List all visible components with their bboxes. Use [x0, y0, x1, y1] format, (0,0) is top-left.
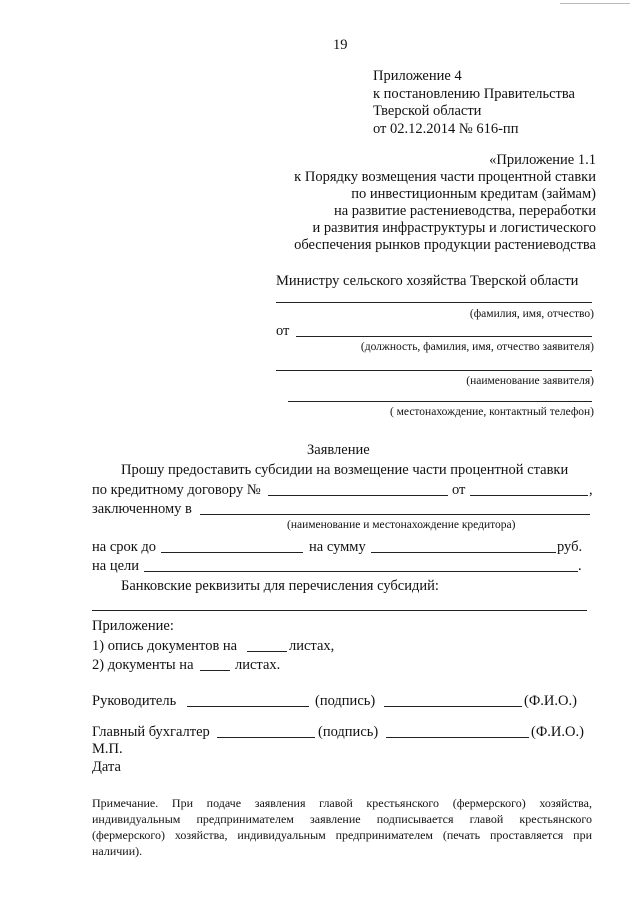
- accountant-fio-line: [386, 737, 529, 738]
- attachment-2-count-line: [200, 670, 230, 671]
- scan-edge-mark: [560, 0, 630, 4]
- accountant-sign-caption: (подпись): [318, 724, 379, 740]
- accountant-label: Главный бухгалтер: [92, 724, 210, 740]
- appendix-line-1: «Приложение 1.1: [489, 152, 596, 168]
- position-caption: (должность, фамилия, имя, отчество заявителя): [360, 341, 594, 353]
- location-caption: ( местонахождение, контактный телефон): [389, 406, 594, 418]
- appendix-line-5: и развития инфраструктуры и логистического: [312, 220, 596, 236]
- head-sign-caption: (подпись): [315, 693, 376, 709]
- contract-label: по кредитному договору №: [92, 482, 261, 498]
- purpose-period: .: [578, 558, 582, 574]
- location-line: [288, 401, 592, 402]
- concluded-label: заключенному в: [92, 501, 192, 517]
- appendix-line-4: на развитие растениеводства, переработки: [333, 203, 596, 219]
- creditor-caption: (наименование и местонахождение кредитора): [287, 519, 516, 531]
- contract-comma: ,: [589, 482, 593, 498]
- fio-line: [276, 302, 592, 303]
- attachment-1-prefix: 1) опись документов на: [92, 638, 238, 654]
- attachment-2-prefix: 2) документы на: [92, 657, 194, 673]
- term-label: на срок до: [92, 539, 157, 555]
- attachments-label: Приложение:: [92, 618, 174, 634]
- date-label: Дата: [92, 759, 121, 775]
- from-prefix: от: [276, 323, 290, 339]
- header-line-1: Приложение 4: [373, 68, 462, 84]
- term-line: [161, 552, 303, 553]
- head-label: Руководитель: [92, 693, 177, 709]
- addressee: Министру сельского хозяйства Тверской области: [276, 273, 579, 289]
- accountant-fio-caption: (Ф.И.О.): [531, 724, 584, 740]
- header-line-2: к постановлению Правительства: [373, 86, 575, 102]
- accountant-sign-line: [217, 737, 315, 738]
- position-line: [296, 336, 592, 337]
- contract-date-line: [470, 495, 588, 496]
- header-line-4: от 02.12.2014 № 616-пп: [373, 121, 519, 137]
- head-fio-line: [384, 706, 522, 707]
- creditor-line: [200, 514, 590, 515]
- contract-number-line: [268, 495, 448, 496]
- footnote: Примечание. При подаче заявления главой крестьянского (фермерского) хозяйства, индивидуальным предпринимателем заявление подписывается главой крестьянского (фермерского) хозяйства, индивидуальным предпринимателем (печать проставляется при наличии).: [92, 796, 592, 858]
- bank-label: Банковские реквизиты для перечисления субсидий:: [121, 578, 439, 594]
- document-title: Заявление: [307, 442, 370, 458]
- seal-label: М.П.: [92, 741, 123, 757]
- applicant-caption: (наименование заявителя): [466, 375, 594, 387]
- attachment-1-count-line: [247, 651, 287, 652]
- head-fio-caption: (Ф.И.О.): [524, 693, 577, 709]
- appendix-line-3: по инвестиционным кредитам (займам): [351, 186, 596, 202]
- sum-line: [371, 552, 556, 553]
- purpose-label: на цели: [92, 558, 140, 574]
- contract-from-label: от: [452, 482, 466, 498]
- fio-caption: (фамилия, имя, отчество): [469, 308, 594, 320]
- attachment-2-suffix: листах.: [235, 657, 281, 673]
- attachment-1-suffix: листах,: [289, 638, 335, 654]
- page-number: 19: [333, 37, 348, 53]
- header-line-3: Тверской области: [373, 103, 482, 119]
- currency-label: руб.: [557, 539, 583, 555]
- appendix-line-6: обеспечения рынков продукции растениеводства: [294, 237, 596, 253]
- applicant-line: [276, 370, 592, 371]
- bank-details-line: [92, 610, 587, 611]
- appendix-line-2: к Порядку возмещения части процентной ставки: [294, 169, 596, 185]
- head-sign-line: [187, 706, 309, 707]
- purpose-line: [144, 571, 578, 572]
- request-text: Прошу предоставить субсидии на возмещение части процентной ставки: [121, 462, 569, 478]
- sum-label: на сумму: [309, 539, 366, 555]
